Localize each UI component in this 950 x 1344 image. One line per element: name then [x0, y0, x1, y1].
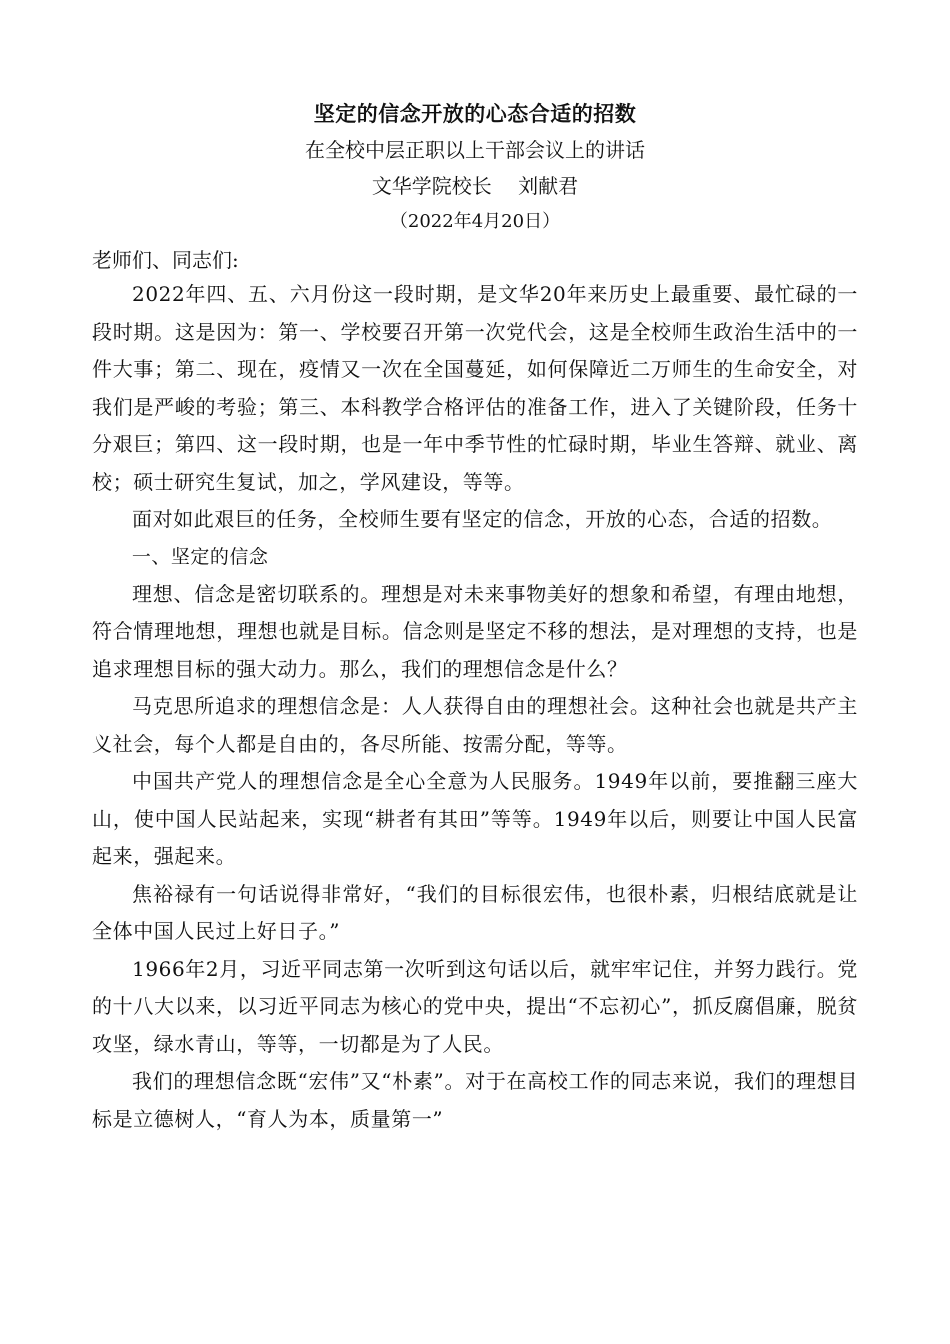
paragraph-section1-2: 马克思所追求的理想信念是：人人获得自由的理想社会。这种社会也就是共产主义社会，每个人都是自由的，各尽所能、按需分配，等等。	[92, 694, 858, 756]
document-subtitle: 在全校中层正职以上干部会议上的讲话	[305, 138, 645, 162]
greeting: 老师们、同志们:	[92, 248, 239, 272]
paragraph-section1-4: 焦裕禄有一句话说得非常好，“我们的目标很宏伟，也很朴素，归根结底就是让全体中国人民过上好日子。”	[92, 881, 858, 943]
paragraph-section1-5: 1966年2月，习近平同志第一次听到这句话以后，就牢牢记住，并努力践行。党的十八大以来，以习近平同志为核心的党中央，提出“不忘初心”，抓反腐倡廉，脱贫攻坚，绿水青山，等等，一切都是为了人民。	[92, 956, 858, 1056]
document-date: （2022年4月20日）	[389, 211, 561, 232]
paragraph-section1-6: 我们的理想信念既“宏伟”又“朴素”。对于在高校工作的同志来说，我们的理想目标是立德树人，“育人为本，质量第一”	[92, 1069, 858, 1131]
paragraph-intro-1: 2022年四、五、六月份这一段时期，是文华20年来历史上最重要、最忙碌的一段时期。这是因为：第一、学校要召开第一次党代会，这是全校师生政治生活中的一件大事；第二、现在，疫情又一次在全国蔓延，如何保障近二万师生的生命安全，对我们是严峻的考验；第三、本科教学合格评估的准备工作，进入了关键阶段，任务十分艰巨；第四、这一段时期，也是一年中季节性的忙碌时期，毕业生答辩、就业、离校；硕士研究生复试，加之，学风建设，等等。	[92, 282, 858, 494]
document-title: 坚定的信念开放的心态合适的招数	[313, 101, 637, 126]
paragraph-intro-2: 面对如此艰巨的任务，全校师生要有坚定的信念，开放的心态，合适的招数。	[132, 507, 833, 531]
paragraph-section1-1: 理想、信念是密切联系的。理想是对未来事物美好的想象和希望，有理由地想，符合情理地想，理想也就是目标。信念则是坚定不移的想法，是对理想的支持，也是追求理想目标的强大动力。那么，我们的理想信念是什么？	[92, 581, 858, 681]
paragraph-section1-3: 中国共产党人的理想信念是全心全意为人民服务。1949年以前，要推翻三座大山，使中国人民站起来，实现“耕者有其田”等等。1949年以后，则要让中国人民富起来，强起来。	[92, 769, 858, 868]
document-page	[92, 98, 858, 1138]
document-author: 文华学院校长 刘献君	[371, 174, 579, 198]
section-heading-1: 一、坚定的信念	[131, 545, 269, 568]
